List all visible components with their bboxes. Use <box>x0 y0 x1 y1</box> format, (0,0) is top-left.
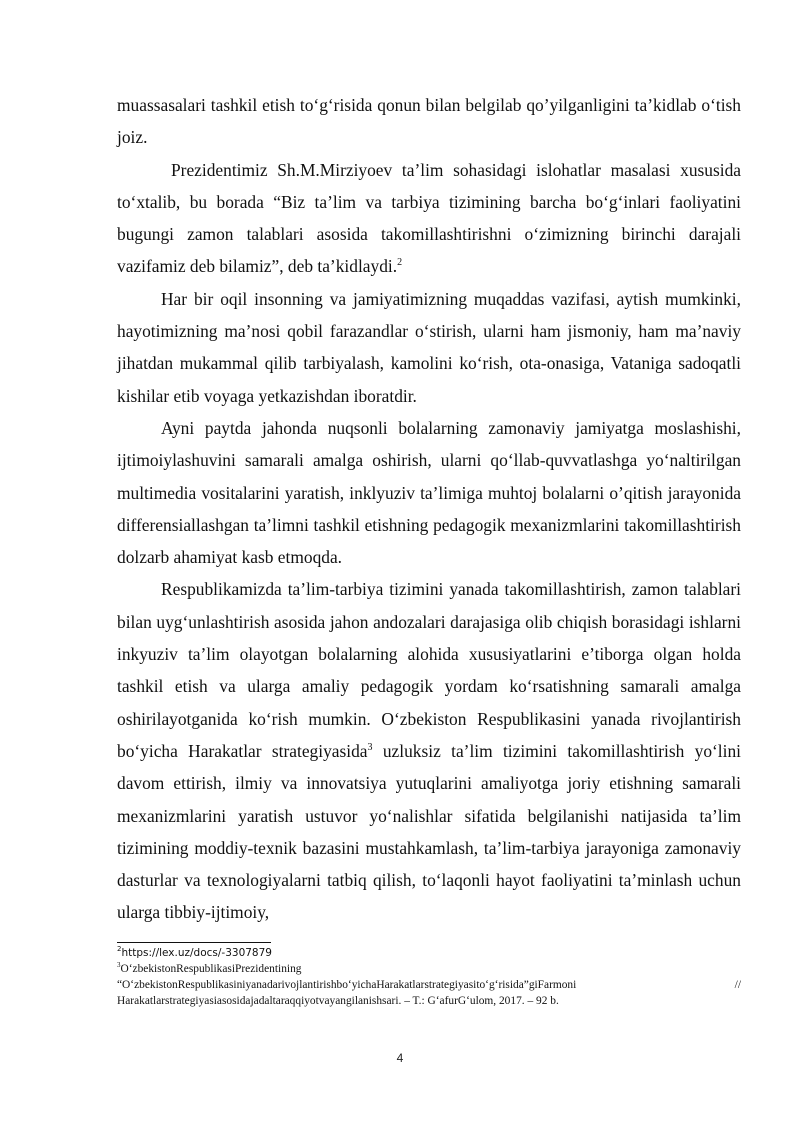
footnote-3-line-3 <box>117 993 741 1009</box>
paragraph-2 <box>117 154 741 283</box>
paragraph-text: Prezidentimiz Sh.M.Mirziyoev ta’lim sohasidagi islohatlar masalasi xususida to‘xtalib, bu borada “Biz ta’lim va tarbiya tizimining barcha bo‘g‘inlari faoliyatini bugungi zamon talablari asosida takomillashtirishni o‘zimizning birinchi darajali vazifamiz deb bilamiz”, deb ta’kidlaydi. <box>117 159 741 277</box>
paragraph-text: Har bir oqil insonning va jamiyatimizning muqaddas vazifasi, aytish mumkinki, hayotimizning ma’nosi qobil farazandlar o‘stirish, ularni ham jismoniy, ham ma’naviy jihatdan mukammal qilib tarbiyalash, kamolini ko‘rish, ota-onasiga, Vataniga sadoqatli kishilar etib voyaga yetkazishdan iboratdir. <box>117 288 741 406</box>
paragraph-text: uzluksiz ta’lim tizimini takomillashtirish yo‘lini davom ettirish, ilmiy va innovatsiya yutuqlarini amaliyotga joriy etishning samarali mexanizmlarini yaratish ustuvor yo‘nalishlar sifatida belgilanishi natijasida ta’lim tizimining moddiy-texnik bazasini mustahkamlash, ta’lim-tarbiya jarayoniga zamonaviy dasturlar va texnologiyalarni tatbiq qilish, to‘laqonli hayot faoliyatini ta’minlash uchun ularga tibbiy-ijtimoiy, <box>117 740 742 923</box>
footnote-separator-mark: // <box>734 979 741 991</box>
footnotes <box>117 945 741 1009</box>
footnote-marker: 3 <box>117 961 121 969</box>
footnote-link[interactable]: https://lex.uz/docs/-3307879 <box>121 947 272 959</box>
footnote-3-line-2 <box>117 977 741 993</box>
paragraph-text: muassasalari tashkil etish to‘g‘risida qonun bilan belgilab qo’yilganligini ta’kidlab o‘tish joiz. <box>117 95 741 148</box>
paragraph-3 <box>117 283 741 412</box>
paragraph-text: Ayni paytda jahonda nuqsonli bolalarning zamonaviy jamiyatga moslashishi, ijtimoiylashuvini samarali amalga oshirish, ularni qo‘llab-quvvatlashga yo‘naltirilgan multimedia vositalarini yaratish, inklyuziv ta’limiga muhtoj bolalarni o’qitish jarayonida differensiallashgan ta’limni tashkil etishning pedagogik mexanizmlarini takomillashtirish dolzarb ahamiyat kasb etmoqda. <box>117 417 741 568</box>
footnote-3 <box>117 961 741 977</box>
paragraph-4 <box>117 412 741 573</box>
footnote-separator <box>117 942 271 943</box>
footnote-text: “O‘zbekistonRespublikasiniyanadarivojlantirishbo‘yichaHarakatlarstrategiyasito‘g‘risida”giFarmoni <box>117 979 577 991</box>
footnote-reference[interactable]: 3 <box>367 741 373 753</box>
footnote-2 <box>117 945 741 961</box>
body-text <box>117 89 741 929</box>
footnote-reference[interactable]: 2 <box>397 257 403 269</box>
page-number: 4 <box>396 1051 404 1065</box>
paragraph-text: Respublikamizda ta’lim-tarbiya tizimini yanada takomillashtirish, zamon talablari bilan uyg‘unlashtirish asosida jahon andozalari darajasiga olib chiqish borasidagi ishlarni inkyuziv ta’lim olayotgan bolalarning alohida xususiyatlarini e’tiborga olgan holda tashkil etish va ularga amaliy pedagogik yordam ko‘rsatishning samarali amalga oshirilayotganida ko‘rish mumkin. O‘zbekiston Respublikasini yanada rivojlantirish bo‘yicha Harakatlar strategiyasida <box>117 579 741 761</box>
paragraph-5 <box>117 573 741 928</box>
footnote-text: O‘zbekistonRespublikasiPrezidentining <box>120 963 302 975</box>
paragraph-1 <box>117 89 741 154</box>
footnote-text: Harakatlarstrategiyasiasosidajadaltaraqqiyotvayangilanishsari. – T.: G‘afurG‘ulom, 2017. – 92 b. <box>117 995 559 1007</box>
footnote-marker: 2 <box>117 945 122 953</box>
